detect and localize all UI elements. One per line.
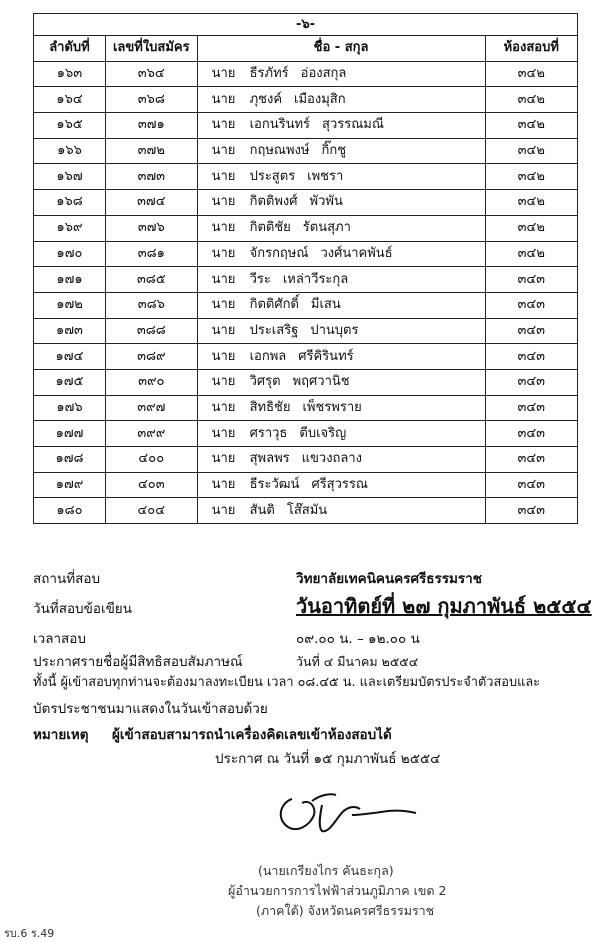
row-full-name bbox=[197, 498, 485, 524]
name-prefix: นาย bbox=[211, 451, 236, 467]
announce-value: วันที่ ๔ มีนาคม ๒๕๕๔ bbox=[296, 654, 419, 669]
last-name: เหล่าวีระกุล bbox=[282, 271, 349, 287]
row-full-name bbox=[197, 292, 485, 318]
first-name: จักรกฤษณ์ bbox=[249, 245, 309, 261]
first-name: ธีระวัฒน์ bbox=[249, 477, 300, 493]
name-prefix: นาย bbox=[211, 194, 236, 210]
announce-label: ประกาศรายชื่อผู้มีสิทธิสอบสัมภาษณ์ bbox=[33, 654, 243, 670]
last-name: ตีบเจริญ bbox=[299, 425, 347, 441]
row-order: ๑๖๔ bbox=[34, 87, 106, 113]
row-exam-room: ๓๔๒ bbox=[485, 87, 577, 113]
note-value: ผู้เข้าสอบสามารถนำเครื่องคิดเลขเข้าห้องสอบได้ bbox=[112, 727, 392, 743]
row-full-name bbox=[197, 61, 485, 87]
venue-label: สถานที่สอบ bbox=[33, 571, 101, 587]
row-application-no: ๔๐๐ bbox=[105, 447, 197, 473]
name-prefix: นาย bbox=[211, 245, 236, 261]
row-order: ๑๖๘ bbox=[34, 190, 106, 216]
first-name: กิตติพงศ์ bbox=[249, 194, 298, 210]
table-row bbox=[34, 292, 578, 318]
row-exam-room: ๓๔๓ bbox=[485, 369, 577, 395]
last-name: กิ๊กชู bbox=[321, 143, 347, 159]
issued-date: ประกาศ ณ วันที่ ๑๕ กุมภาพันธ์ ๒๕๕๔ bbox=[215, 751, 441, 767]
header-exam-room: ห้องสอบที่ bbox=[485, 36, 577, 62]
row-application-no: ๓๗๖ bbox=[105, 215, 197, 241]
row-application-no: ๓๘๙ bbox=[105, 344, 197, 370]
table-row bbox=[34, 138, 578, 164]
table-row bbox=[34, 344, 578, 370]
first-name: เอกนรินทร์ bbox=[249, 117, 311, 133]
row-exam-room: ๓๔๒ bbox=[485, 113, 577, 139]
row-exam-room: ๓๔๒ bbox=[485, 164, 577, 190]
row-full-name bbox=[197, 138, 485, 164]
row-full-name bbox=[197, 318, 485, 344]
header-name: ชื่อ - สกุล bbox=[197, 36, 485, 62]
table-row bbox=[34, 472, 578, 498]
first-name: เอกพล bbox=[249, 348, 287, 364]
table-header-row bbox=[34, 36, 578, 62]
last-name: ศรีคิรินทร์ bbox=[298, 348, 354, 364]
row-order: ๑๖๓ bbox=[34, 61, 106, 87]
row-full-name bbox=[197, 190, 485, 216]
last-name: พฤศวานิช bbox=[292, 374, 350, 390]
table-row bbox=[34, 241, 578, 267]
row-order: ๑๖๗ bbox=[34, 164, 106, 190]
name-prefix: นาย bbox=[211, 271, 236, 287]
first-name: กฤษณพงษ์ bbox=[249, 143, 310, 159]
row-exam-room: ๓๔๒ bbox=[485, 138, 577, 164]
first-name: ภุชงค์ bbox=[249, 91, 283, 107]
table-row bbox=[34, 113, 578, 139]
row-application-no: ๓๙๐ bbox=[105, 369, 197, 395]
first-name: ประสูตร bbox=[249, 168, 296, 184]
last-name: ศรีสุวรรณ bbox=[311, 477, 368, 493]
name-prefix: นาย bbox=[211, 117, 236, 133]
row-application-no: ๓๘๖ bbox=[105, 292, 197, 318]
table-row bbox=[34, 215, 578, 241]
first-name: กิตติศักดิ์ bbox=[249, 297, 299, 313]
row-order: ๑๗๖ bbox=[34, 395, 106, 421]
row-full-name bbox=[197, 241, 485, 267]
row-exam-room: ๓๔๓ bbox=[485, 318, 577, 344]
row-order: ๑๗๘ bbox=[34, 447, 106, 473]
table-row bbox=[34, 395, 578, 421]
name-prefix: นาย bbox=[211, 477, 236, 493]
row-application-no: ๓๗๓ bbox=[105, 164, 197, 190]
name-prefix: นาย bbox=[211, 66, 236, 82]
header-order: ลำดับที่ bbox=[34, 36, 106, 62]
row-full-name bbox=[197, 215, 485, 241]
last-name: มีเสน bbox=[310, 297, 341, 313]
last-name: อ่องสกุล bbox=[300, 66, 347, 82]
name-prefix: นาย bbox=[211, 502, 236, 518]
table-row bbox=[34, 318, 578, 344]
row-order: ๑๗๔ bbox=[34, 344, 106, 370]
last-name: สุวรรณมณี bbox=[322, 117, 384, 133]
header-application-no: เลขที่ใบสมัคร bbox=[105, 36, 197, 62]
row-exam-room: ๓๔๓ bbox=[485, 395, 577, 421]
row-exam-room: ๓๔๓ bbox=[485, 344, 577, 370]
exam-time-label: เวลาสอบ bbox=[33, 631, 86, 647]
signatory-name: (นายเกรียงไกร คันธะกุล) bbox=[258, 863, 394, 878]
first-name: สุพลพร bbox=[249, 451, 290, 467]
last-name: โส๊สมัน bbox=[286, 502, 328, 518]
exam-date-value: วันอาทิตย์ที่ ๒๗ กุมภาพันธ์ ๒๕๕๔ bbox=[296, 594, 592, 618]
row-application-no: ๓๗๔ bbox=[105, 190, 197, 216]
first-name: สิทธิชัย bbox=[249, 399, 291, 415]
first-name: ธีรภัทร์ bbox=[249, 66, 289, 82]
last-name: พัวพัน bbox=[309, 194, 343, 210]
name-prefix: นาย bbox=[211, 297, 236, 313]
row-application-no: ๓๘๘ bbox=[105, 318, 197, 344]
name-prefix: นาย bbox=[211, 399, 236, 415]
candidate-table bbox=[33, 13, 578, 524]
row-application-no: ๓๙๙ bbox=[105, 421, 197, 447]
row-full-name bbox=[197, 164, 485, 190]
row-full-name bbox=[197, 87, 485, 113]
first-name: ศราวุธ bbox=[249, 425, 288, 441]
row-order: ๑๘๐ bbox=[34, 498, 106, 524]
name-prefix: นาย bbox=[211, 91, 236, 107]
last-name: แขวงถลาง bbox=[301, 451, 363, 467]
row-exam-room: ๓๔๓ bbox=[485, 498, 577, 524]
row-order: ๑๗๕ bbox=[34, 369, 106, 395]
row-exam-room: ๓๔๓ bbox=[485, 421, 577, 447]
row-exam-room: ๓๔๓ bbox=[485, 292, 577, 318]
row-full-name bbox=[197, 113, 485, 139]
first-name: ประเสริฐ bbox=[249, 322, 299, 338]
row-application-no: ๓๗๒ bbox=[105, 138, 197, 164]
row-application-no: ๓๖๘ bbox=[105, 87, 197, 113]
row-exam-room: ๓๔๓ bbox=[485, 447, 577, 473]
first-name: สันติ bbox=[249, 502, 275, 518]
first-name: วิศรุต bbox=[249, 374, 281, 390]
row-exam-room: ๓๔๒ bbox=[485, 241, 577, 267]
table-row bbox=[34, 267, 578, 293]
row-order: ๑๗๐ bbox=[34, 241, 106, 267]
name-prefix: นาย bbox=[211, 220, 236, 236]
note-label: หมายเหตุ bbox=[33, 727, 89, 743]
last-name: ปานบุตร bbox=[310, 322, 359, 338]
name-prefix: นาย bbox=[211, 374, 236, 390]
last-name: เพ็ชรพราย bbox=[302, 399, 362, 415]
last-name: วงศ์นาคพันธ์ bbox=[320, 245, 393, 261]
row-application-no: ๓๖๔ bbox=[105, 61, 197, 87]
row-order: ๑๗๒ bbox=[34, 292, 106, 318]
table-row bbox=[34, 498, 578, 524]
signatory-region: (ภาคใต้) จังหวัดนครศรีธรรมราช bbox=[256, 903, 435, 918]
row-exam-room: ๓๔๒ bbox=[485, 190, 577, 216]
name-prefix: นาย bbox=[211, 348, 236, 364]
form-code: รบ.6 ร.49 bbox=[4, 927, 55, 940]
row-order: ๑๗๙ bbox=[34, 472, 106, 498]
row-application-no: ๓๘๑ bbox=[105, 241, 197, 267]
signatory-title: ผู้อำนวยการการไฟฟ้าส่วนภูมิภาค เขต 2 bbox=[228, 883, 447, 898]
row-order: ๑๗๗ bbox=[34, 421, 106, 447]
row-order: ๑๖๕ bbox=[34, 113, 106, 139]
row-application-no: ๓๗๑ bbox=[105, 113, 197, 139]
row-order: ๑๗๑ bbox=[34, 267, 106, 293]
first-name: วีระ bbox=[249, 271, 271, 287]
row-exam-room: ๓๔๓ bbox=[485, 267, 577, 293]
row-order: ๑๖๙ bbox=[34, 215, 106, 241]
table-row bbox=[34, 421, 578, 447]
name-prefix: นาย bbox=[211, 168, 236, 184]
table-row bbox=[34, 164, 578, 190]
row-order: ๑๖๖ bbox=[34, 138, 106, 164]
last-name: เพชรา bbox=[307, 168, 344, 184]
name-prefix: นาย bbox=[211, 425, 236, 441]
row-application-no: ๔๐๓ bbox=[105, 472, 197, 498]
instruction-line-2: บัตรประชาชนมาแสดงในวันเข้าสอบด้วย bbox=[33, 701, 268, 717]
table-row bbox=[34, 87, 578, 113]
page-number: -๖- bbox=[34, 14, 578, 36]
row-full-name bbox=[197, 267, 485, 293]
table-row bbox=[34, 61, 578, 87]
row-application-no: ๔๐๔ bbox=[105, 498, 197, 524]
row-full-name bbox=[197, 447, 485, 473]
last-name: รัตนสุภา bbox=[302, 220, 351, 236]
exam-date-label: วันที่สอบข้อเขียน bbox=[33, 601, 132, 617]
name-prefix: นาย bbox=[211, 143, 236, 159]
last-name: เมืองมุสิก bbox=[294, 91, 346, 107]
row-full-name bbox=[197, 344, 485, 370]
table-row bbox=[34, 190, 578, 216]
row-exam-room: ๓๔๒ bbox=[485, 61, 577, 87]
row-exam-room: ๓๔๒ bbox=[485, 215, 577, 241]
signature-image bbox=[270, 785, 420, 840]
row-exam-room: ๓๔๓ bbox=[485, 472, 577, 498]
row-full-name bbox=[197, 369, 485, 395]
row-order: ๑๗๓ bbox=[34, 318, 106, 344]
instruction-line-1: ทั้งนี้ ผู้เข้าสอบทุกท่านจะต้องมาลงทะเบียน เวลา ๐๘.๔๕ น. และเตรียมบัตรประจำตัวสอบและ bbox=[33, 675, 541, 690]
table-row bbox=[34, 369, 578, 395]
first-name: กิตติชัย bbox=[249, 220, 291, 236]
row-full-name bbox=[197, 421, 485, 447]
row-application-no: ๓๙๗ bbox=[105, 395, 197, 421]
row-application-no: ๓๘๕ bbox=[105, 267, 197, 293]
exam-time-value: ๐๙.๐๐ น. – ๑๒.๐๐ น bbox=[296, 631, 420, 647]
name-prefix: นาย bbox=[211, 322, 236, 338]
row-full-name bbox=[197, 395, 485, 421]
row-full-name bbox=[197, 472, 485, 498]
table-row bbox=[34, 447, 578, 473]
venue-value: วิทยาลัยเทคนิคนครศรีธรรมราช bbox=[296, 571, 482, 587]
